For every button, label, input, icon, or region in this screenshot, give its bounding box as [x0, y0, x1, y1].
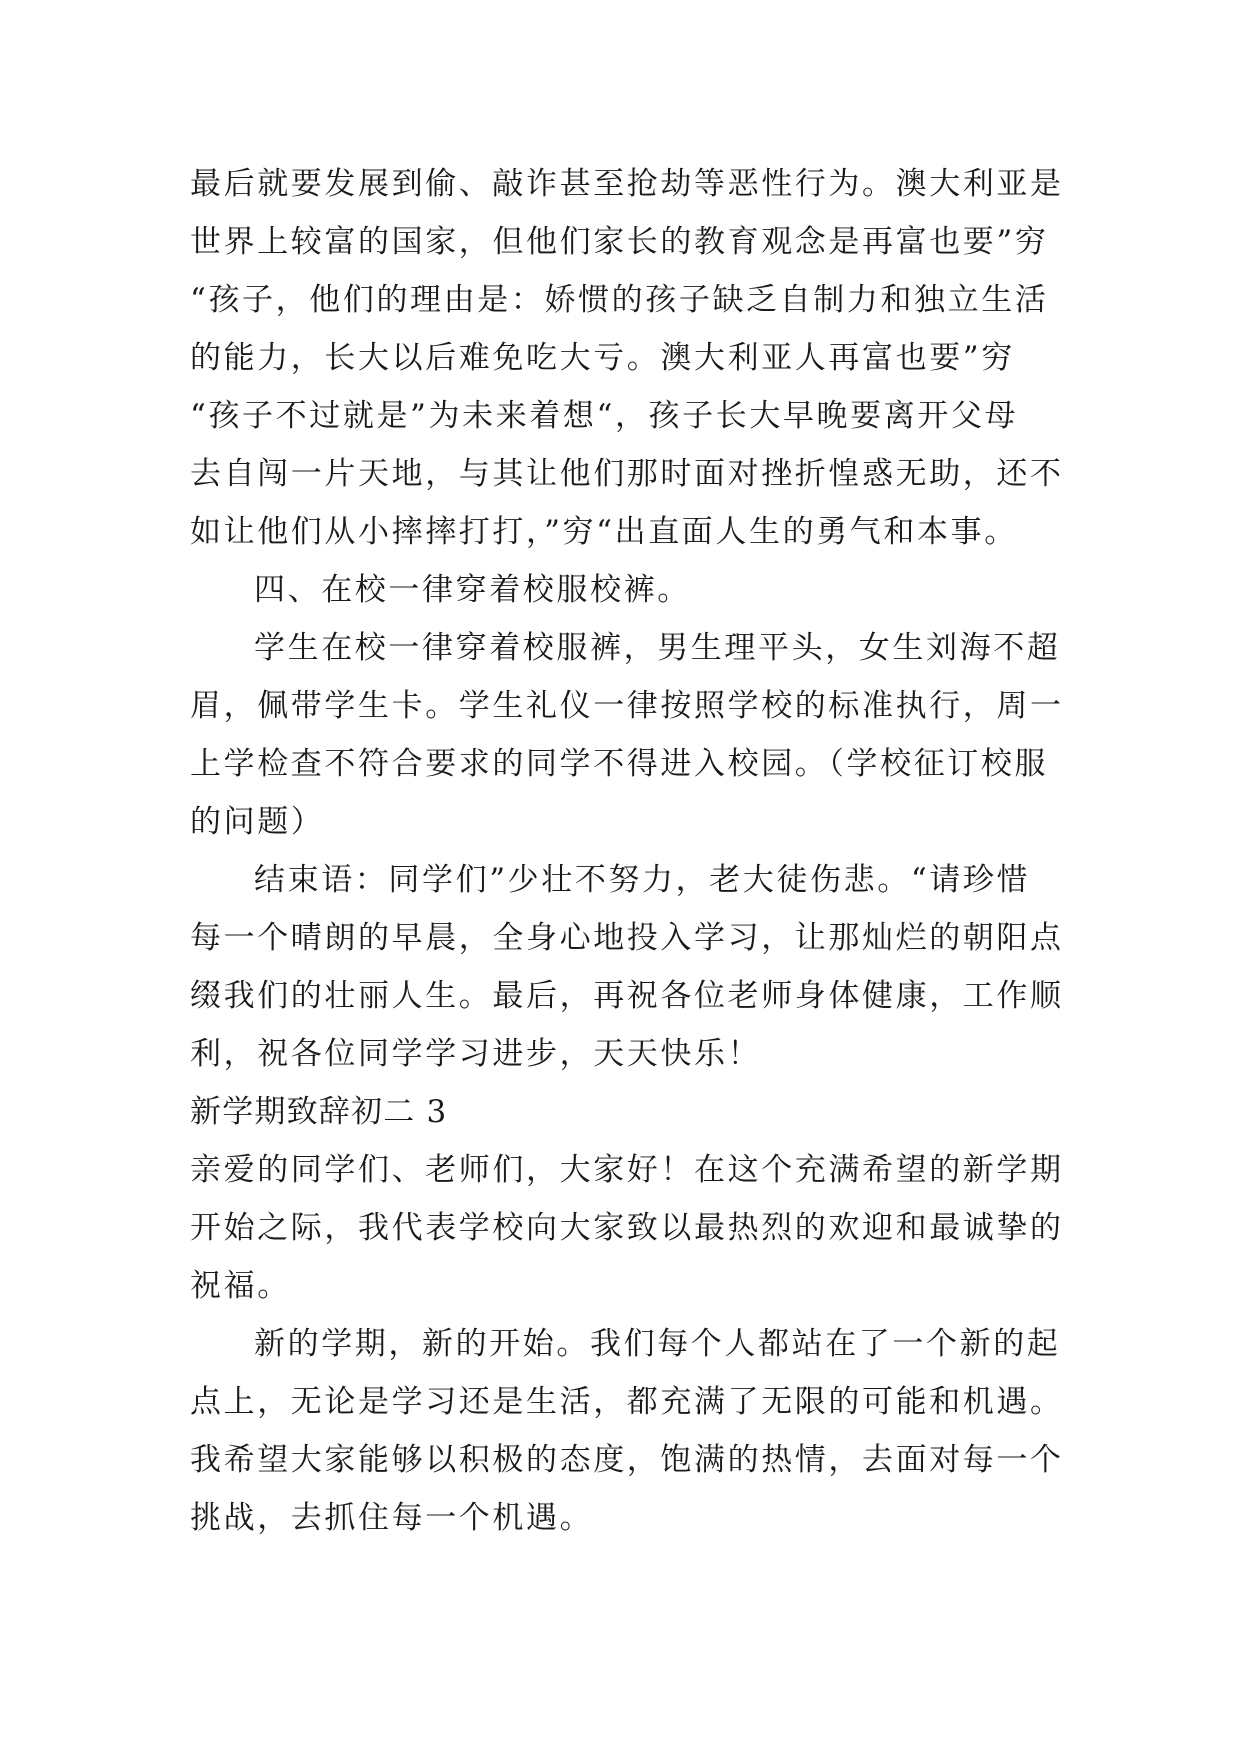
text-line: 结束语：同学们”少壮不努力，老大徒伤悲。“请珍惜	[254, 862, 1031, 898]
text-line: 缀我们的壮丽人生。最后，再祝各位老师身体健康，工作顺	[190, 978, 1064, 1014]
text-line: 的问题）	[190, 804, 325, 840]
text-line: 学生在校一律穿着校服裤，男生理平头，女生刘海不超	[254, 630, 1061, 666]
text-line: 利，祝各位同学学习进步，天天快乐！	[190, 1036, 762, 1072]
text-line: 我希望大家能够以积极的态度，饱满的热情，去面对每一个	[190, 1442, 1064, 1478]
text-line: 最后就要发展到偷、敲诈甚至抢劫等恶性行为。澳大利亚是	[190, 166, 1064, 202]
section-heading: 四、在校一律穿着校服校裤。	[254, 572, 691, 608]
text-line: 眉，佩带学生卡。学生礼仪一律按照学校的标准执行，周一	[190, 688, 1064, 724]
text-line: 点上，无论是学习还是生活，都充满了无限的可能和机遇。	[190, 1384, 1064, 1420]
article-title: 新学期致辞初二 3	[190, 1094, 448, 1130]
text-line: “孩子不过就是”为未来着想“，孩子长大早晚要离开父母	[190, 398, 1019, 434]
text-line: 亲爱的同学们、老师们，大家好！在这个充满希望的新学期	[190, 1152, 1064, 1188]
text-line: 新的学期，新的开始。我们每个人都站在了一个新的起	[254, 1326, 1061, 1362]
text-line: 世界上较富的国家，但他们家长的教育观念是再富也要”穷	[190, 224, 1049, 260]
text-line: 如让他们从小摔摔打打，”穷“出直面人生的勇气和本事。	[190, 514, 1018, 550]
text-line: 去自闯一片天地，与其让他们那时面对挫折惶惑无助，还不	[190, 456, 1064, 492]
text-line: 的能力，长大以后难免吃大亏。澳大利亚人再富也要”穷	[190, 340, 1015, 376]
text-line: 每一个晴朗的早晨，全身心地投入学习，让那灿烂的朝阳点	[190, 920, 1064, 956]
text-line: 挑战，去抓住每一个机遇。	[190, 1500, 594, 1536]
text-line: “孩子，他们的理由是：娇惯的孩子缺乏自制力和独立生活	[190, 282, 1049, 318]
text-line: 开始之际，我代表学校向大家致以最热烈的欢迎和最诚挚的	[190, 1210, 1064, 1246]
text-line: 上学检查不符合要求的同学不得进入校园。（学校征订校服	[190, 746, 1049, 782]
text-line: 祝福。	[190, 1268, 291, 1304]
